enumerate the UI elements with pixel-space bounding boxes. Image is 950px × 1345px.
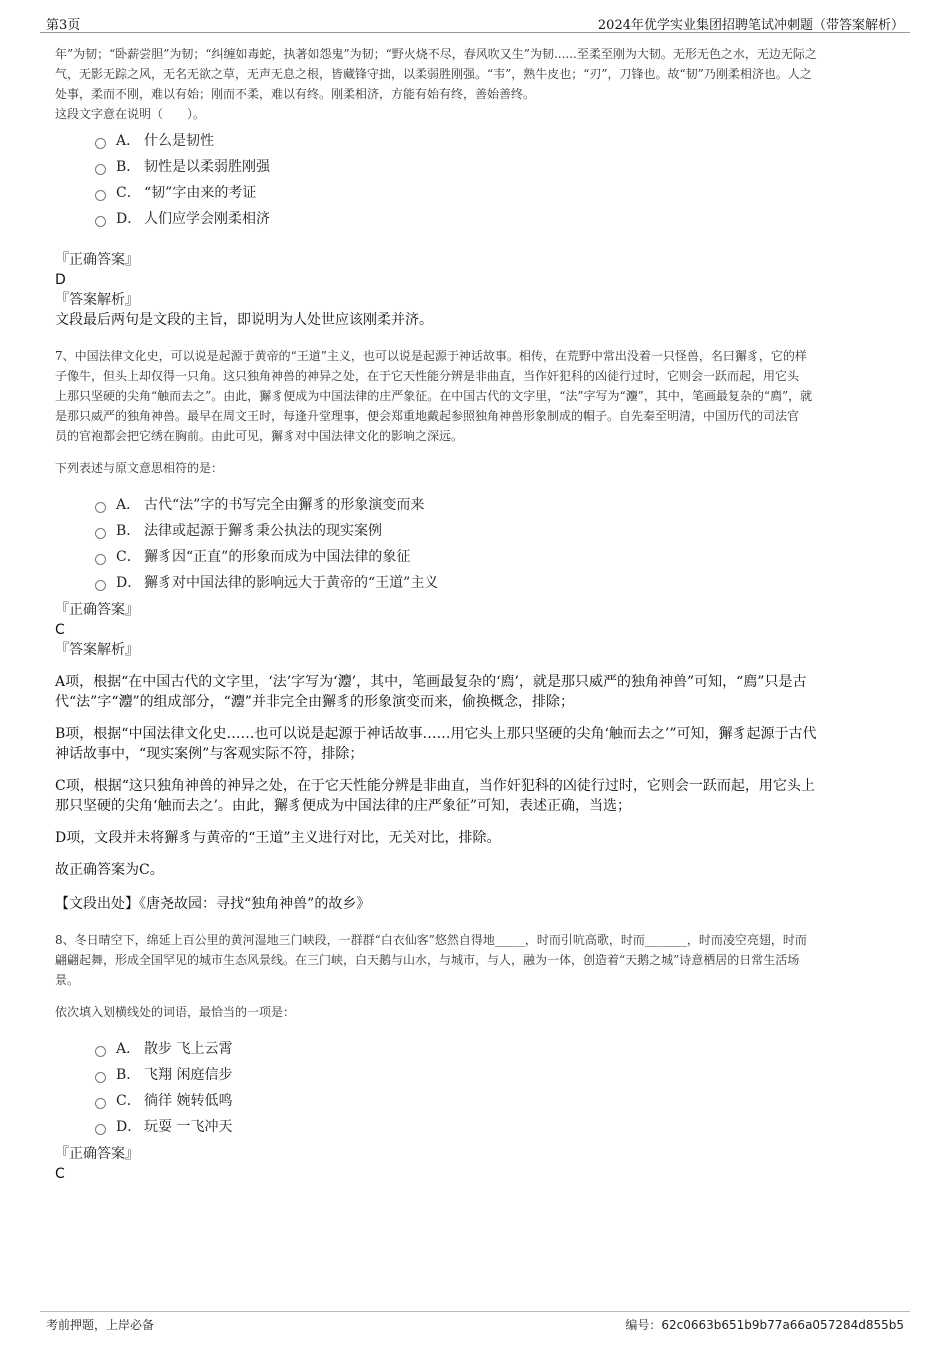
q6-option-d[interactable]: D． 人们应学会刚柔相济 <box>95 206 895 232</box>
q6-passage-line: 气，无影无踪之风，无名无欲之草，无声无息之根，皆藏锋守拙，以柔弱胜刚强。“韦”，熟牛皮也；“刃”，刀锋也。故“韧”乃刚柔相济也。人之 <box>55 67 812 81</box>
q6-analysis: 文段最后两句是文段的主旨，即说明为人处世应该刚柔并济。 <box>55 312 433 328</box>
question-8 <box>55 930 895 1184</box>
q6-option-c[interactable]: C． “韧”字由来的考证 <box>95 180 895 206</box>
question-6 <box>55 44 895 330</box>
document-code <box>625 1316 904 1333</box>
radio-icon[interactable] <box>95 1098 106 1109</box>
q6-option-a[interactable]: A． 什么是韧性 <box>95 128 895 154</box>
q6-options <box>95 128 895 232</box>
q6-option-b[interactable]: B． 韧性是以柔弱胜刚强 <box>95 154 895 180</box>
q8-option-c[interactable]: C． 徜徉 婉转低鸣 <box>95 1088 895 1114</box>
q6-passage-line: 处事，柔而不刚，难以有始；刚而不柔，难以有终。刚柔相济，方能有始有终，善始善终。 <box>55 87 536 101</box>
page-footer <box>40 1311 910 1334</box>
q8-answer: C <box>55 1166 65 1182</box>
q7-passage-line: 员的官袍都会把它绣在胸前。由此可见，獬豸对中国法律文化的影响之深远。 <box>55 429 464 443</box>
question-7 <box>55 346 895 914</box>
q8-passage-line: 8、冬日晴空下，绵延上百公里的黄河湿地三门峡段，一群群“白衣仙客”悠然自得地_____，时而引吭高歌，时而_______，时而凌空亮翅，时而 <box>55 933 807 947</box>
code-label: 编号： <box>625 1318 662 1332</box>
q7-analysis-conclusion: 故正确答案为C。 <box>55 862 164 878</box>
q7-answer-label: 『正确答案』 <box>55 602 139 618</box>
q6-answer-label: 『正确答案』 <box>55 252 139 268</box>
radio-icon[interactable] <box>95 164 106 175</box>
q7-answer: C <box>55 622 65 638</box>
q7-stem: 下列表述与原文意思相符的是： <box>55 461 224 475</box>
q8-passage-line: 景。 <box>55 973 80 987</box>
radio-icon[interactable] <box>95 1046 106 1057</box>
q6-stem: 这段文字意在说明（ ）。 <box>55 107 206 121</box>
page-header <box>40 12 910 33</box>
q7-option-a[interactable]: A． 古代“法”字的书写完全由獬豸的形象演变而来 <box>95 492 895 518</box>
q7-analysis-d: D项，文段并未将獬豸与黄帝的“王道”主义进行对比，无关对比，排除。 <box>55 830 501 846</box>
q8-options <box>95 1036 895 1140</box>
radio-icon[interactable] <box>95 528 106 539</box>
q6-analysis-label: 『答案解析』 <box>55 292 139 308</box>
radio-icon[interactable] <box>95 138 106 149</box>
main-content <box>55 44 895 1184</box>
q7-analysis-b: B项，根据“中国法律文化史……也可以说是起源于神话故事……用它头上那只坚硬的尖角‘触而去之’”可知，獬豸起源于古代 神话故事中，“现实案例”与客观实际不符，排除； <box>55 726 817 762</box>
document-title: 2024年优学实业集团招聘笔试冲刺题（带答案解析） <box>597 18 904 33</box>
footer-slogan: 考前押题，上岸必备 <box>46 1318 155 1332</box>
q7-analysis-label: 『答案解析』 <box>55 642 139 658</box>
radio-icon[interactable] <box>95 554 106 565</box>
page-number: 第3页 <box>46 18 81 33</box>
q7-passage-line: 是那只威严的独角神兽。最早在周文王时，每逢升堂理事，便会郑重地戴起参照独角神兽形象制成的帽子。自先秦至明清，中国历代的司法官 <box>55 409 800 423</box>
q8-option-a[interactable]: A． 散步 飞上云霄 <box>95 1036 895 1062</box>
q7-option-d[interactable]: D． 獬豸对中国法律的影响远大于黄帝的“王道”主义 <box>95 570 895 596</box>
radio-icon[interactable] <box>95 190 106 201</box>
radio-icon[interactable] <box>95 216 106 227</box>
q6-passage-line: 年”为韧；“卧薪尝胆”为韧；“纠缠如毒蛇，执著如怨鬼”为韧；“野火烧不尽，春风吹又生”为韧......至柔至刚为大韧。无形无色之水，无边无际之 <box>55 47 817 61</box>
radio-icon[interactable] <box>95 502 106 513</box>
q7-option-c[interactable]: C． 獬豸因“正直”的形象而成为中国法律的象征 <box>95 544 895 570</box>
q7-passage-line: 上那只坚硬的尖角“触而去之”。由此，獬豸便成为中国法律的庄严象征。在中国古代的文字里，“法”字写为“灋”，其中，笔画最复杂的“廌”，就 <box>55 389 813 403</box>
radio-icon[interactable] <box>95 1072 106 1083</box>
q8-option-b[interactable]: B． 飞翔 闲庭信步 <box>95 1062 895 1088</box>
q7-source: 【文段出处】《唐尧故园：寻找“独角神兽”的故乡》 <box>55 896 371 912</box>
q7-passage-line: 子像牛，但头上却仅得一只角。这只独角神兽的神异之处，在于它天性能分辨是非曲直，当作奸犯科的凶徒行过时，它则会一跃而起，用它头 <box>55 369 800 383</box>
radio-icon[interactable] <box>95 1124 106 1135</box>
q8-stem: 依次填入划横线处的词语，最恰当的一项是： <box>55 1005 296 1019</box>
q7-analysis-a: A项，根据“在中国古代的文字里，‘法’字写为‘灋’，其中，笔画最复杂的‘廌’，就是那只威严的独角神兽”可知，“廌”只是古 代“法”字“灋”的组成部分，“灋”并非完全由獬豸的形象演变而来，偷换概念，排除； <box>55 674 807 710</box>
q6-answer: D <box>55 272 66 288</box>
q7-options <box>95 492 895 596</box>
q7-analysis-c: C项，根据“这只独角神兽的神异之处，在于它天性能分辨是非曲直，当作奸犯科的凶徒行过时，它则会一跃而起，用它头上 那只坚硬的尖角‘触而去之’。由此，獬豸便成为中国法律的庄严象征”可知，表述正确，当选； <box>55 778 815 814</box>
code-value: 62c0663b651b9b77a66a057284d855b5 <box>661 1318 904 1332</box>
q7-passage-line: 7、中国法律文化史，可以说是起源于黄帝的“王道”主义，也可以说是起源于神话故事。相传，在荒野中常出没着一只怪兽，名曰獬豸，它的样 <box>55 349 807 363</box>
q7-option-b[interactable]: B． 法律或起源于獬豸秉公执法的现实案例 <box>95 518 895 544</box>
q8-passage-line: 翩翩起舞，形成全国罕见的城市生态风景线。在三门峡，白天鹅与山水，与城市，与人，融为一体，创造着“天鹅之城”诗意栖居的日常生活场 <box>55 953 800 967</box>
radio-icon[interactable] <box>95 580 106 591</box>
q8-answer-label: 『正确答案』 <box>55 1146 139 1162</box>
q8-option-d[interactable]: D． 玩耍 一飞冲天 <box>95 1114 895 1140</box>
